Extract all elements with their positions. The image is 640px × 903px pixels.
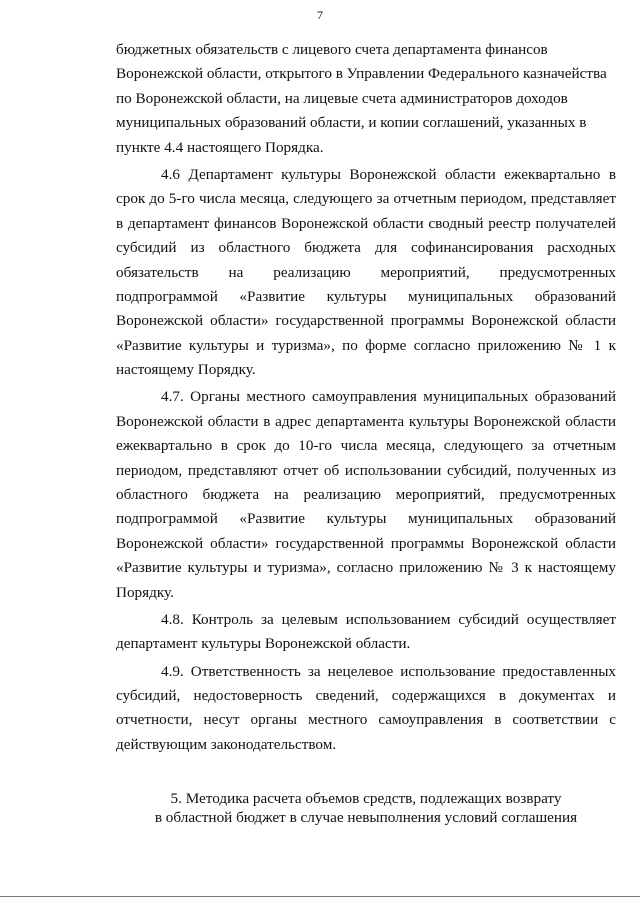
paragraph-4-6: 4.6 Департамент культуры Воронежской области ежеквартально в срок до 5-го числа месяца, следующего за отчетным периодом, представляет в департамент финансов Воронежской области сводный реестр получателей субсидий из областного бюджета для софинансирования расходных обязательств на реализацию мероприятий, предусмотренных подпрограммой «Развитие культуры муниципальных образований Воронежской области» государственной программы Воронежской области «Развитие культуры и туризма», по форме согласно приложению № 1 к настоящему Порядку.: [116, 166, 616, 379]
intro-line: муниципальных образований области, и копии соглашений, указанных в: [116, 114, 587, 132]
paragraph-4-8: 4.8. Контроль за целевым использованием субсидий осуществляет департамент культуры Воронежской области.: [116, 610, 616, 653]
intro-line: Воронежской области, открытого в Управлении Федерального казначейства: [116, 65, 607, 83]
page-bottom-rule: [0, 896, 640, 897]
section-heading-line: 5. Методика расчета объемов средств, подлежащих возврату: [170, 790, 562, 807]
section-heading: [116, 789, 616, 827]
body-paragraphs: [116, 163, 616, 760]
intro-line: по Воронежской области, на лицевые счета администраторов доходов: [116, 89, 568, 107]
section-heading-line: в областной бюджет в случае невыполнения условий соглашения: [154, 809, 578, 826]
intro-paragraph: [116, 38, 616, 160]
intro-line: бюджетных обязательств с лицевого счета департамента финансов: [116, 41, 548, 58]
paragraph-4-7: 4.7. Органы местного самоуправления муниципальных образований Воронежской области в адрес департамента культуры Воронежской области ежеквартально в срок до 10-го числа месяца, следующего за отчетным периодом, представляют отчет об использовании субсидий, полученных из областного бюджета на реализацию мероприятий, предусмотренных подпрограммой «Развитие культуры муниципальных образований Воронежской области» государственной программы Воронежской области «Развитие культуры и туризма», согласно приложению № 3 к настоящему Порядку.: [116, 388, 616, 601]
intro-line: пункте 4.4 настоящего Порядка.: [116, 138, 324, 156]
page-number: 7: [317, 8, 323, 22]
paragraph-4-9: 4.9. Ответственность за нецелевое использование предоставленных субсидий, недостоверность сведений, содержащихся в документах и отчетности, несут органы местного самоуправления в соответствии с действующим законодательством.: [116, 662, 616, 753]
